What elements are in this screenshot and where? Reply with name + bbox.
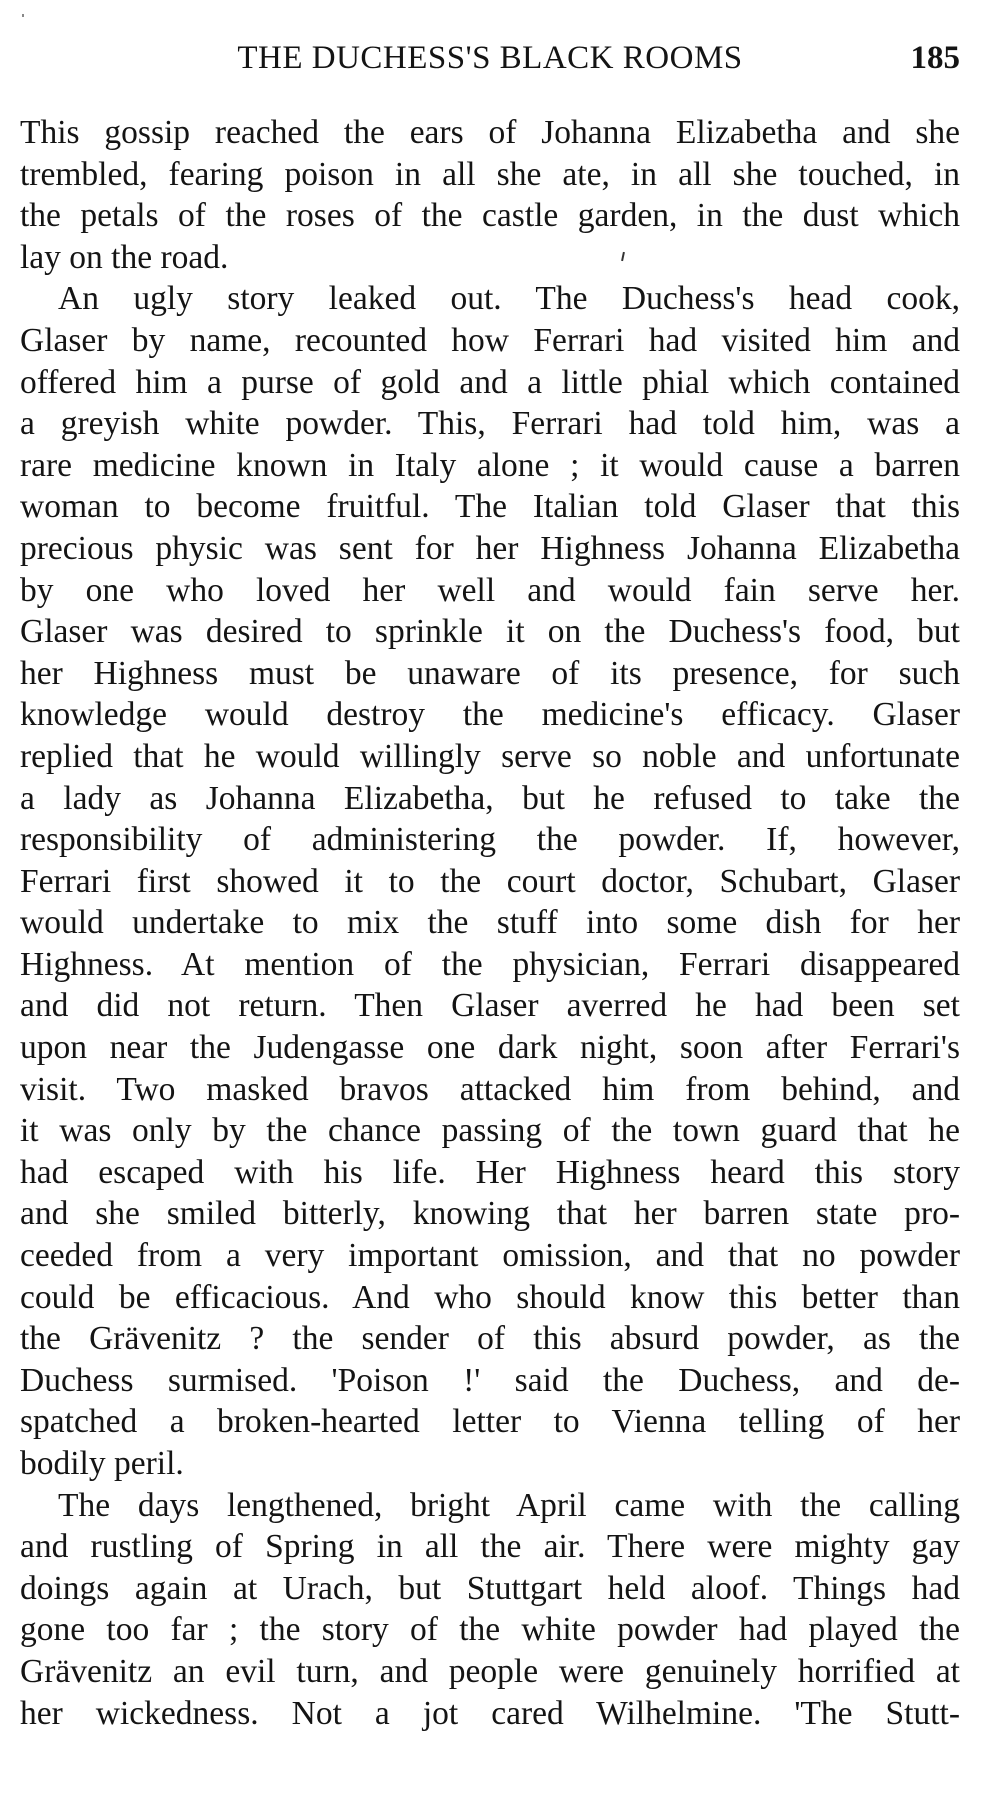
text-line: The days lengthened, bright April came with the calling (58, 1486, 960, 1524)
text-line: Glaser by name, recounted how Ferrari had visited him and (20, 321, 960, 359)
text-line: offered him a purse of gold and a little phial which contained (20, 363, 960, 401)
paragraph (20, 112, 960, 278)
text-line: and did not return. Then Glaser averred he had been set (20, 987, 960, 1025)
text-line: could be efficacious. And who should know this better than (20, 1278, 960, 1316)
text-line: it was only by the chance passing of the town guard that he (20, 1112, 960, 1150)
text-line: upon near the Judengasse one dark night, soon after Ferrari's (20, 1029, 960, 1067)
text-line: responsibility of administering the powder. If, however, (20, 821, 960, 859)
text-line: had escaped with his life. Her Highness heard this story (20, 1153, 960, 1191)
text-line: would undertake to mix the stuff into some dish for her (20, 904, 960, 942)
text-line: ceeded from a very important omission, and that no powder (20, 1237, 960, 1275)
text-line: doings again at Urach, but Stuttgart held aloof. Things had (20, 1569, 960, 1607)
text-line: her Highness must be unaware of its presence, for such (20, 654, 960, 692)
text-line: rare medicine known in Italy alone ; it would cause a barren (20, 446, 960, 484)
text-line: her wickedness. Not a jot cared Wilhelmine. 'The Stutt- (20, 1694, 960, 1732)
page-number: 185 (910, 40, 960, 76)
text-line: trembled, fearing poison in all she ate, in all she touched, in (20, 155, 960, 193)
text-line: precious physic was sent for her Highness Johanna Elizabetha (20, 529, 960, 567)
text-line: and she smiled bitterly, knowing that her barren state pro- (20, 1195, 960, 1233)
text-line: An ugly story leaked out. The Duchess's head cook, (58, 280, 960, 318)
text-line: a greyish white powder. This, Ferrari had told him, was a (20, 405, 960, 443)
text-line: a lady as Johanna Elizabetha, but he refused to take the (20, 779, 960, 817)
text-line: Duchess surmised. 'Poison !' said the Duchess, and de- (20, 1361, 960, 1399)
text-line: This gossip reached the ears of Johanna Elizabetha and she (20, 114, 960, 151)
text-line: and rustling of Spring in all the air. There were mighty gay (20, 1528, 960, 1566)
text-line: knowledge would destroy the medicine's efficacy. Glaser (20, 696, 960, 734)
text-line: by one who loved her well and would fain serve her. (20, 571, 960, 609)
paragraph (20, 278, 960, 1484)
text-line: Grävenitz an evil turn, and people were genuinely horrified at (20, 1652, 960, 1690)
text-line: replied that he would willingly serve so noble and unfortunate (20, 737, 960, 775)
text-line: Glaser was desired to sprinkle it on the Duchess's food, but (20, 613, 960, 651)
text-line: lay on the road. (20, 238, 229, 276)
corner-speck (22, 14, 24, 17)
text-line: gone too far ; the story of the white powder had played the (20, 1611, 960, 1649)
text-line: spatched a broken-hearted letter to Vienna telling of her (20, 1403, 960, 1441)
text-line: visit. Two masked bravos attacked him from behind, and (20, 1070, 960, 1108)
running-head (20, 38, 960, 78)
text-line: Ferrari first showed it to the court doctor, Schubart, Glaser (20, 862, 960, 900)
text-line: the petals of the roses of the castle garden, in the dust which (20, 197, 960, 235)
body-text (20, 112, 960, 1734)
paragraph (20, 1485, 960, 1735)
text-line: Highness. At mention of the physician, Ferrari disappeared (20, 945, 960, 983)
text-line: the Grävenitz ? the sender of this absurd powder, as the (20, 1320, 960, 1358)
text-line: woman to become fruitful. The Italian told Glaser that this (20, 488, 960, 526)
running-title: THE DUCHESS'S BLACK ROOMS (237, 40, 743, 76)
text-line: bodily peril. (20, 1445, 184, 1482)
